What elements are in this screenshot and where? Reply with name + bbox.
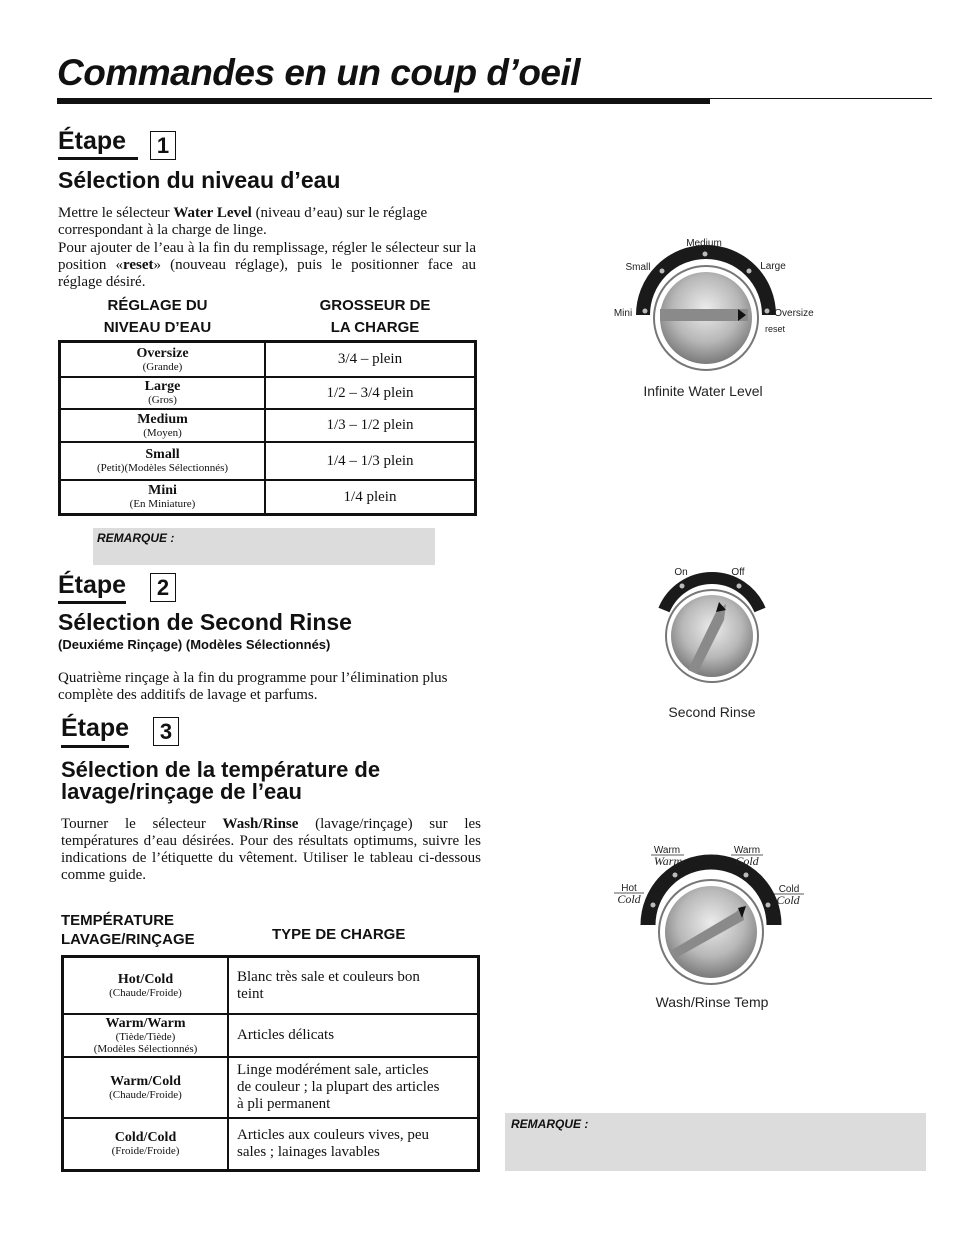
title-rule: [57, 98, 710, 104]
setting-name: Small: [145, 447, 180, 462]
dial-label-cold-cold-top: Cold: [778, 884, 800, 895]
setting-name: Mini: [148, 483, 177, 498]
step3-paragraph: Tourner le sélecteur Wash/Rinse (lavage/rinçage) sur les températures d’eau désirées. Pour des résultats optimums, suivre les indications de l’étiquette du vêtement. Utiliser le tableau ci-dessous comme guide.: [61, 816, 481, 883]
table-row: [63, 1014, 478, 1057]
setting-translation: (Petit)(Modèles Sélectionnés): [96, 462, 229, 474]
temp-translation: (Chaude/Froide): [109, 986, 182, 999]
step2-heading: Sélection de Second Rinse: [58, 609, 352, 635]
step1-paragraph-1: Mettre le sélecteur Water Level (niveau d’eau) sur le réglage correspondant à la charge de linge.: [58, 205, 428, 238]
load-size: 1/4 – 1/3 plein: [265, 442, 475, 480]
step2-number: 2: [150, 573, 176, 602]
wash-rinse-temp-dial[interactable]: [600, 840, 820, 1020]
load-size: 1/4 plein: [265, 480, 475, 514]
dial-label-mini: Mini: [613, 308, 633, 319]
step1-heading: Sélection du niveau d’eau: [58, 167, 341, 193]
load-type: Blanc très sale et couleurs bon teint: [228, 957, 478, 1014]
title-rule-thin: [710, 98, 932, 99]
dial-label-large: Large: [760, 261, 786, 272]
dial-label-reset: reset: [764, 324, 786, 334]
setting-translation: (Moyen): [143, 426, 182, 439]
table-row: [60, 480, 475, 514]
water-level-table: [58, 340, 477, 516]
load-size: 3/4 – plein: [265, 342, 475, 377]
wash-temp-table: [61, 955, 480, 1172]
temp-table-header-temperature: TEMPÉRATURE LAVAGE/RINÇAGE: [61, 912, 195, 948]
setting-name: Medium: [137, 411, 188, 427]
step3-label: Étape: [61, 714, 130, 742]
dial-label-off: Off: [731, 567, 745, 578]
dial-caption: Second Rinse: [668, 704, 756, 720]
table-row: [63, 1057, 478, 1118]
dial-label-warm-warm-bottom: Warm: [653, 854, 683, 868]
step2-underline: [58, 601, 126, 604]
dial-label-warm-cold-top: Warm: [733, 845, 761, 856]
remark-label: REMARQUE :: [511, 1117, 589, 1131]
remark-label: REMARQUE :: [97, 531, 175, 545]
step2-label: Étape: [58, 571, 127, 599]
step2-paragraph: Quatrième rinçage à la fin du programme pour l’élimination plus complète des additifs de lavage et parfums.: [58, 670, 448, 703]
dial-label-hot-cold-bottom: Cold: [617, 892, 641, 906]
second-rinse-dial[interactable]: [640, 560, 790, 730]
step1-paragraph-2: Pour ajouter de l’eau à la fin du remplissage, régler le sélecteur sur la position «reset» (nouveau réglage), puis le positionner face au réglage désiré.: [58, 240, 477, 290]
dial-label-small: Small: [625, 262, 651, 273]
load-type: Articles aux couleurs vives, peu sales ; lainages lavables: [228, 1118, 478, 1170]
setting-translation: (Gros): [148, 394, 177, 406]
dial-caption: Wash/Rinse Temp: [655, 994, 769, 1010]
water-table-header-setting: RÉGLAGE DU NIVEAU D’EAU: [103, 297, 212, 336]
dial-label-warm-cold-bottom: Cold: [735, 854, 759, 868]
dial-label-oversize: Oversize: [774, 308, 814, 319]
table-row: [60, 442, 475, 480]
dial-label-hot-cold-top: Hot: [621, 883, 637, 894]
temp-translation: (Froide/Froide): [111, 1145, 180, 1157]
dial-caption: Infinite Water Level: [643, 383, 763, 399]
load-size: 1/2 – 3/4 plein: [265, 377, 475, 409]
step1-number: 1: [150, 131, 176, 160]
setting-translation: (Grande): [142, 360, 183, 373]
dial-label-cold-cold-bottom: Cold: [776, 893, 800, 907]
load-type: Articles délicats: [228, 1014, 478, 1057]
table-row: [60, 377, 475, 409]
temp-note: (Modèles Sélectionnés): [93, 1042, 198, 1055]
step2-subheading: (Deuxiéme Rinçage) (Modèles Sélectionnés): [58, 637, 331, 652]
table-row: [60, 342, 475, 377]
temp-translation: (Chaude/Froide): [109, 1088, 182, 1101]
temp-name: Cold/Cold: [114, 1130, 177, 1145]
temp-name: Warm/Warm: [105, 1015, 186, 1031]
table-row: [63, 957, 478, 1014]
step1-underline: [58, 157, 138, 160]
load-size: 1/3 – 1/2 plein: [265, 409, 475, 442]
load-type: Linge modérément sale, articles de couleur ; la plupart des articles à pli permanent: [228, 1057, 478, 1118]
dial-label-warm-warm-top: Warm: [653, 845, 681, 856]
dial-label-on: On: [674, 567, 688, 578]
remark-box-bottom: [505, 1113, 926, 1171]
page-title: Commandes en un coup d’oeil: [57, 52, 581, 93]
table-row: [63, 1118, 478, 1170]
step3-number: 3: [153, 717, 179, 746]
dial-label-medium: Medium: [686, 238, 722, 249]
water-table-header-load: GROSSEUR DE LA CHARGE: [319, 297, 431, 336]
remark-box: [93, 528, 435, 565]
setting-translation: (En Miniature): [129, 498, 196, 510]
step3-underline: [61, 745, 129, 748]
temp-table-header-load: TYPE DE CHARGE: [272, 926, 406, 943]
step1-label: Étape: [58, 127, 127, 155]
temp-name: Hot/Cold: [117, 971, 174, 987]
water-level-dial[interactable]: [600, 230, 820, 410]
temp-name: Warm/Cold: [110, 1073, 181, 1089]
setting-name: Large: [144, 379, 181, 394]
step3-heading: Sélection de la température de lavage/rinçage de l’eau: [61, 757, 381, 804]
temp-translation: (Tiède/Tiède): [115, 1030, 176, 1043]
table-row: [60, 409, 475, 442]
setting-name: Oversize: [136, 345, 189, 361]
